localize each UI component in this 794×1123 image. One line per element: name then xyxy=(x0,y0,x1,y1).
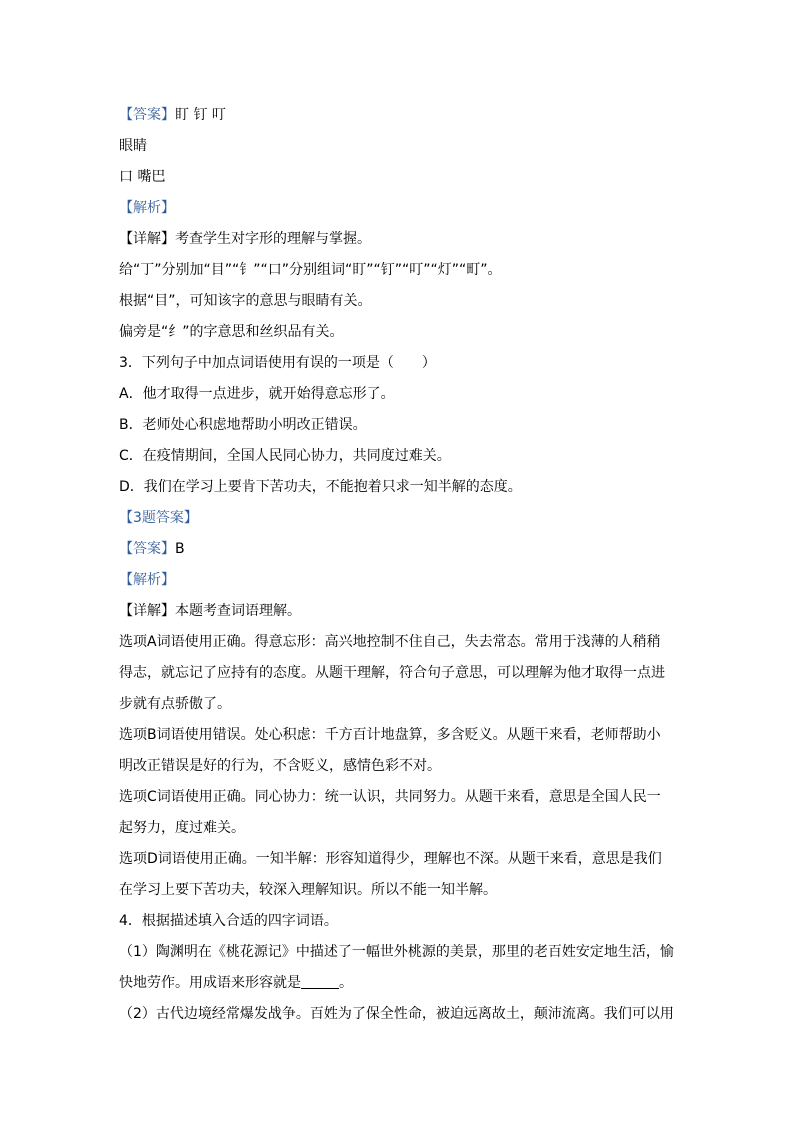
q2-paragraph-3: 偏旁是“纟”的字意思和丝织品有关。 xyxy=(119,324,344,340)
q3-detail-line xyxy=(119,596,679,627)
q4-item-1-end: 。 xyxy=(339,975,353,991)
q3-option-b-explain-2: 明改正错误是好的行为，不含贬义，感情色彩不对。 xyxy=(119,758,441,774)
q3-option-d-explain-2: 在学习上要下苦功夫，较深入理解知识。所以不能一知半解。 xyxy=(119,882,497,898)
q2-paragraph-2: 根据“目”，可知该字的意思与眼睛有关。 xyxy=(119,293,372,309)
q3-option-a: A．他才取得一点进步，就开始得意忘形了。 xyxy=(119,386,395,402)
q3-option-a-explain-1: 选项A词语使用正确。得意忘形：高兴地控制不住自己，失去常态。常用于浅薄的人稍稍 xyxy=(119,634,661,650)
q2-answer-line xyxy=(119,100,679,131)
q2-detail-line xyxy=(119,224,679,255)
detail-tag: 【详解】 xyxy=(119,231,175,247)
detail-text: 本题考查词语理解。 xyxy=(175,603,301,619)
q3-option-a-explain-2: 得志，就忘记了应持有的态度。从题干理解，符合句子意思，可以理解为他才取得一点进 xyxy=(119,665,665,681)
q3-option-d: D．我们在学习上要肯下苦功夫，不能抱着只求一知半解的态度。 xyxy=(119,479,522,495)
q4-item-2-line-1: （2）古代边境经常爆发战争。百姓为了保全性命，被迫远离故土，颠沛流离。我们可以用 xyxy=(119,1006,674,1022)
answer-text: B xyxy=(175,541,185,557)
q3-option-c-explain-2: 起努力，度过难关。 xyxy=(119,820,245,836)
q4-item-1-line-2 xyxy=(119,968,679,999)
q3-option-c: C．在疫情期间，全国人民同心协力，共同度过难关。 xyxy=(119,448,451,464)
detail-tag: 【详解】 xyxy=(119,603,175,619)
detail-text: 考查学生对字形的理解与掌握。 xyxy=(175,231,371,247)
q3-option-d-explain-1: 选项D词语使用正确。一知半解：形容知道得少，理解也不深。从题干来看，意思是我们 xyxy=(119,851,662,867)
q4-item-1-text: 快地劳作。用成语来形容就是 xyxy=(119,975,301,991)
q3-heading-tag: 【3题答案】 xyxy=(119,510,198,526)
q3-question: 3．下列句子中加点词语使用有误的一项是（ ） xyxy=(119,355,436,371)
q4-question: 4．根据描述填入合适的四字词语。 xyxy=(119,913,338,929)
answer-tag: 【答案】 xyxy=(119,541,175,557)
q4-item-1-line-1: （1）陶渊明在《桃花源记》中描述了一幅世外桃源的美景，那里的老百姓安定地生活，愉 xyxy=(119,944,674,960)
q3-analysis-tag: 【解析】 xyxy=(119,572,175,588)
q2-answer-line-2: 眼睛 xyxy=(119,138,147,154)
q3-option-a-explain-3: 步就有点骄傲了。 xyxy=(119,696,231,712)
q2-answer-line-3: 口 嘴巴 xyxy=(119,169,166,185)
q3-answer-line xyxy=(119,534,679,565)
q2-analysis-tag: 【解析】 xyxy=(119,200,175,216)
answer-tag: 【答案】 xyxy=(119,107,175,123)
answer-text: 盯 钉 叮 xyxy=(175,107,226,123)
q2-paragraph-1: 给“丁”分别加“目”“钅”“口”分别组词“盯”“钉”“叮”“灯”“町”。 xyxy=(119,262,502,278)
q3-option-c-explain-1: 选项C词语使用正确。同心协力：统一认识，共同努力。从题干来看，意思是全国人民一 xyxy=(119,789,661,805)
fill-blank xyxy=(301,974,339,989)
document-page xyxy=(119,100,679,1030)
q3-option-b-explain-1: 选项B词语使用错误。处心积虑：千方百计地盘算，多含贬义。从题干来看，老师帮助小 xyxy=(119,727,661,743)
q3-option-b: B．老师处心积虑地帮助小明改正错误。 xyxy=(119,417,367,433)
